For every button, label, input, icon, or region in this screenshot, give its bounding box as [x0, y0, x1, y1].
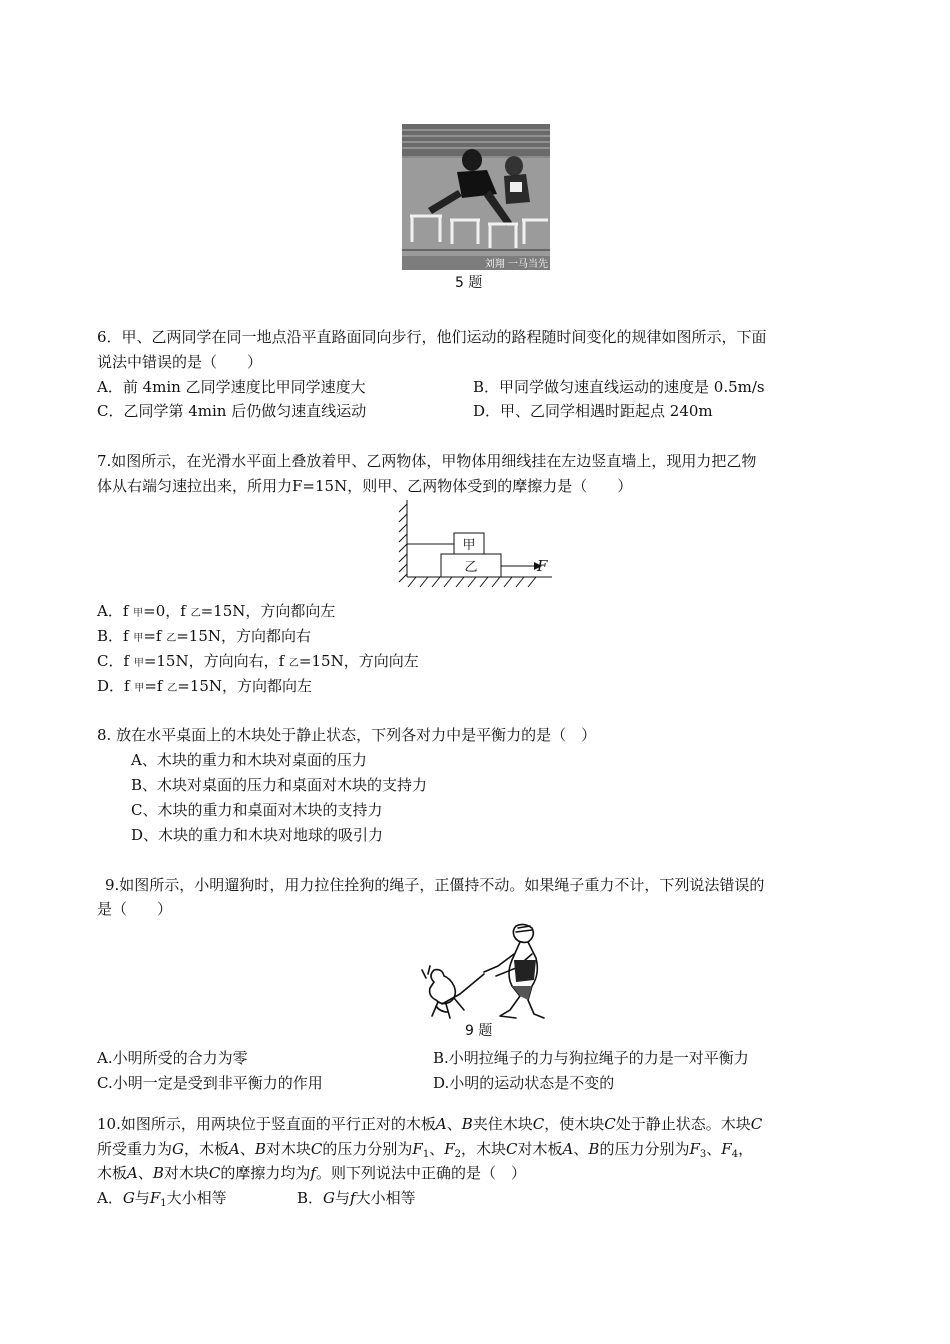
hurdle-race-photo [402, 124, 550, 270]
force-f-label: F [537, 557, 548, 575]
q7-option-b: B．f 甲=f 乙=15N，方向都向右 [97, 627, 312, 645]
q6-option-d: D．甲、乙同学相遇时距起点 240m [473, 402, 713, 420]
q9-option-d: D.小明的运动状态是不变的 [433, 1074, 615, 1092]
q8-option-a: A、木块的重力和木块对桌面的压力 [131, 751, 367, 769]
q7-stem-line1: 7.如图所示，在光滑水平面上叠放着甲、乙两物体，甲物体用细线挂在左边竖直墙上，现用力把乙物 [97, 452, 757, 470]
q10-option-b: B．G与f大小相等 [297, 1189, 416, 1207]
q7-option-a: A．f 甲=0，f 乙=15N，方向都向左 [97, 602, 336, 620]
boy-walking-dog-illustration [420, 920, 548, 1024]
block-jia-label: 甲 [462, 538, 476, 553]
q10-option-a: A．G与$F_1$大小相等 [97, 1189, 227, 1209]
figure-5-caption: 5 题 [455, 275, 483, 291]
block-yi-label: 乙 [464, 560, 478, 575]
q9-option-a: A.小明所受的合力为零 [97, 1049, 248, 1067]
q7-stem-line2: 体从右端匀速拉出来，所用力F=15N，则甲、乙两物体受到的摩擦力是（ ） [97, 477, 633, 495]
q8-option-d: D、木块的重力和木块对地球的吸引力 [131, 826, 384, 844]
stacked-blocks-diagram [396, 496, 556, 592]
q9-option-b: B.小明拉绳子的力与狗拉绳子的力是一对平衡力 [433, 1049, 749, 1067]
q9-option-c: C.小明一定是受到非平衡力的作用 [97, 1074, 323, 1092]
photo-label: 刘翔 一马当先 [484, 259, 548, 270]
q10-stem-line2: 所受重力为G，木板A、B对木块C的压力分别为$F_1$、$F_2$，木块C对木板A、B的压力分别为$F_3$、$F_4$， [97, 1140, 754, 1160]
q7-option-d: D．f 甲=f 乙=15N，方向都向左 [97, 677, 313, 695]
q6-option-b: B．甲同学做匀速直线运动的速度是 0.5m/s [473, 378, 765, 396]
figure-9-caption: 9 题 [465, 1023, 493, 1039]
q8-stem: 8. 放在水平桌面上的木块处于静止状态，下列各对力中是平衡力的是（ ） [97, 726, 597, 744]
q9-stem-line2: 是（ ） [97, 900, 173, 918]
q10-stem-line1: 10.如图所示，用两块位于竖直面的平行正对的木板A、B夹住木块C，使木块C处于静止状态。木块C [97, 1115, 763, 1133]
q6-stem-line1: 6．甲、乙两同学在同一地点沿平直路面同向步行，他们运动的路程随时间变化的规律如图所示，下面 [97, 328, 767, 346]
q8-option-b: B、木块对桌面的压力和桌面对木块的支持力 [131, 776, 428, 794]
q9-stem-line1: 9.如图所示，小明遛狗时，用力拉住拴狗的绳子，正僵持不动。如果绳子重力不计，下列说法错误的 [105, 876, 765, 894]
q8-option-c: C、木块的重力和桌面对木块的支持力 [131, 801, 383, 819]
q7-option-c: C．f 甲=15N，方向向右，f 乙=15N，方向向左 [97, 652, 419, 670]
q6-stem-line2: 说法中错误的是（ ） [97, 353, 263, 371]
q6-option-c: C．乙同学第 4min 后仍做匀速直线运动 [97, 402, 367, 420]
q6-option-a: A．前 4min 乙同学速度比甲同学速度大 [97, 378, 366, 396]
q10-stem-line3: 木板A、B对木块C的摩擦力均为f。则下列说法中正确的是（ ） [97, 1164, 526, 1182]
